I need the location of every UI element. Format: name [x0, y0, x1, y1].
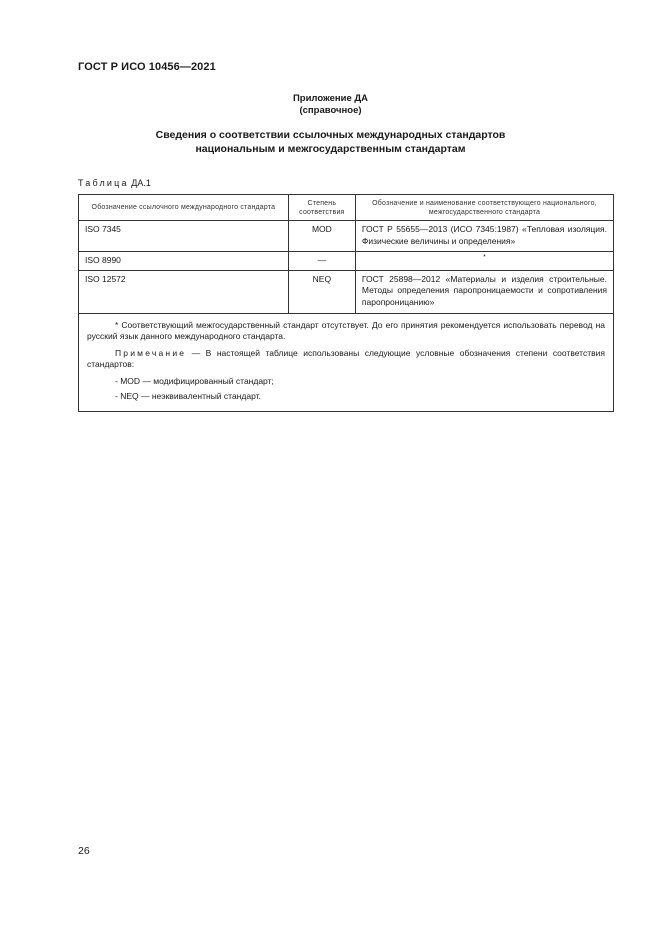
table-header-row	[79, 195, 614, 221]
table-footer-row	[79, 313, 614, 411]
legend-item-mod: - MOD — модифицированный стандарт;	[115, 375, 274, 386]
cell-national-standard: ГОСТ 25898—2012 «Материалы и изделия строительные. Методы определения паропроницаемости и сопротивления паропроницанию»	[355, 270, 613, 313]
header-degree-of-conformity: Степень соответствия	[288, 195, 355, 221]
appendix-type: (справочное)	[299, 105, 362, 116]
document-code-header: ГОСТ Р ИСО 10456—2021	[78, 61, 216, 73]
legend-item-neq: - NEQ — неэквивалентный стандарт.	[115, 391, 261, 401]
cell-international-standard: ISO 7345	[79, 221, 289, 252]
table-footnotes	[79, 313, 614, 411]
table-row	[79, 270, 614, 313]
appendix-title-line-2: национальным и межгосударственным стандартам	[195, 143, 466, 155]
table-row	[79, 221, 614, 252]
reference-standards-table	[78, 194, 614, 412]
cell-national-standard	[355, 252, 613, 271]
header-national-standard: Обозначение и наименование соответствующего национального, межгосударственного стандарта	[355, 195, 613, 221]
cell-national-standard: ГОСТ Р 55655—2013 (ИСО 7345:1987) «Тепловая изоляция. Физические величины и определения»	[355, 221, 613, 252]
page-number: 26	[78, 845, 90, 857]
cell-international-standard: ISO 12572	[79, 270, 289, 313]
cell-degree: MOD	[288, 221, 355, 252]
cell-degree: —	[288, 252, 355, 271]
appendix-title-line-1: Сведения о соответствии ссылочных международных стандартов	[155, 129, 506, 141]
table-row	[79, 252, 614, 271]
header-international-standard: Обозначение ссылочного международного стандарта	[79, 195, 289, 221]
table-caption	[78, 178, 151, 188]
note-label: Примечание	[115, 347, 187, 358]
table-caption-word: Таблица	[78, 178, 129, 188]
footnote-text: * Соответствующий межгосударственный стандарт отсутствует. До его принятия рекомендуется использовать перевод на русский язык данного международного стандарта.	[87, 319, 605, 341]
appendix-name: Приложение ДА	[292, 93, 369, 104]
table-caption-number: ДА.1	[131, 178, 151, 188]
note-text: — В настоящей таблице использованы следующие условные обозначения степени соответствия стандартов:	[87, 347, 605, 369]
cell-degree: NEQ	[288, 270, 355, 313]
appendix-heading	[0, 93, 661, 117]
appendix-title	[0, 128, 661, 156]
footnote-marker: *	[483, 254, 486, 261]
cell-international-standard: ISO 8990	[79, 252, 289, 271]
note-paragraph	[87, 348, 605, 371]
